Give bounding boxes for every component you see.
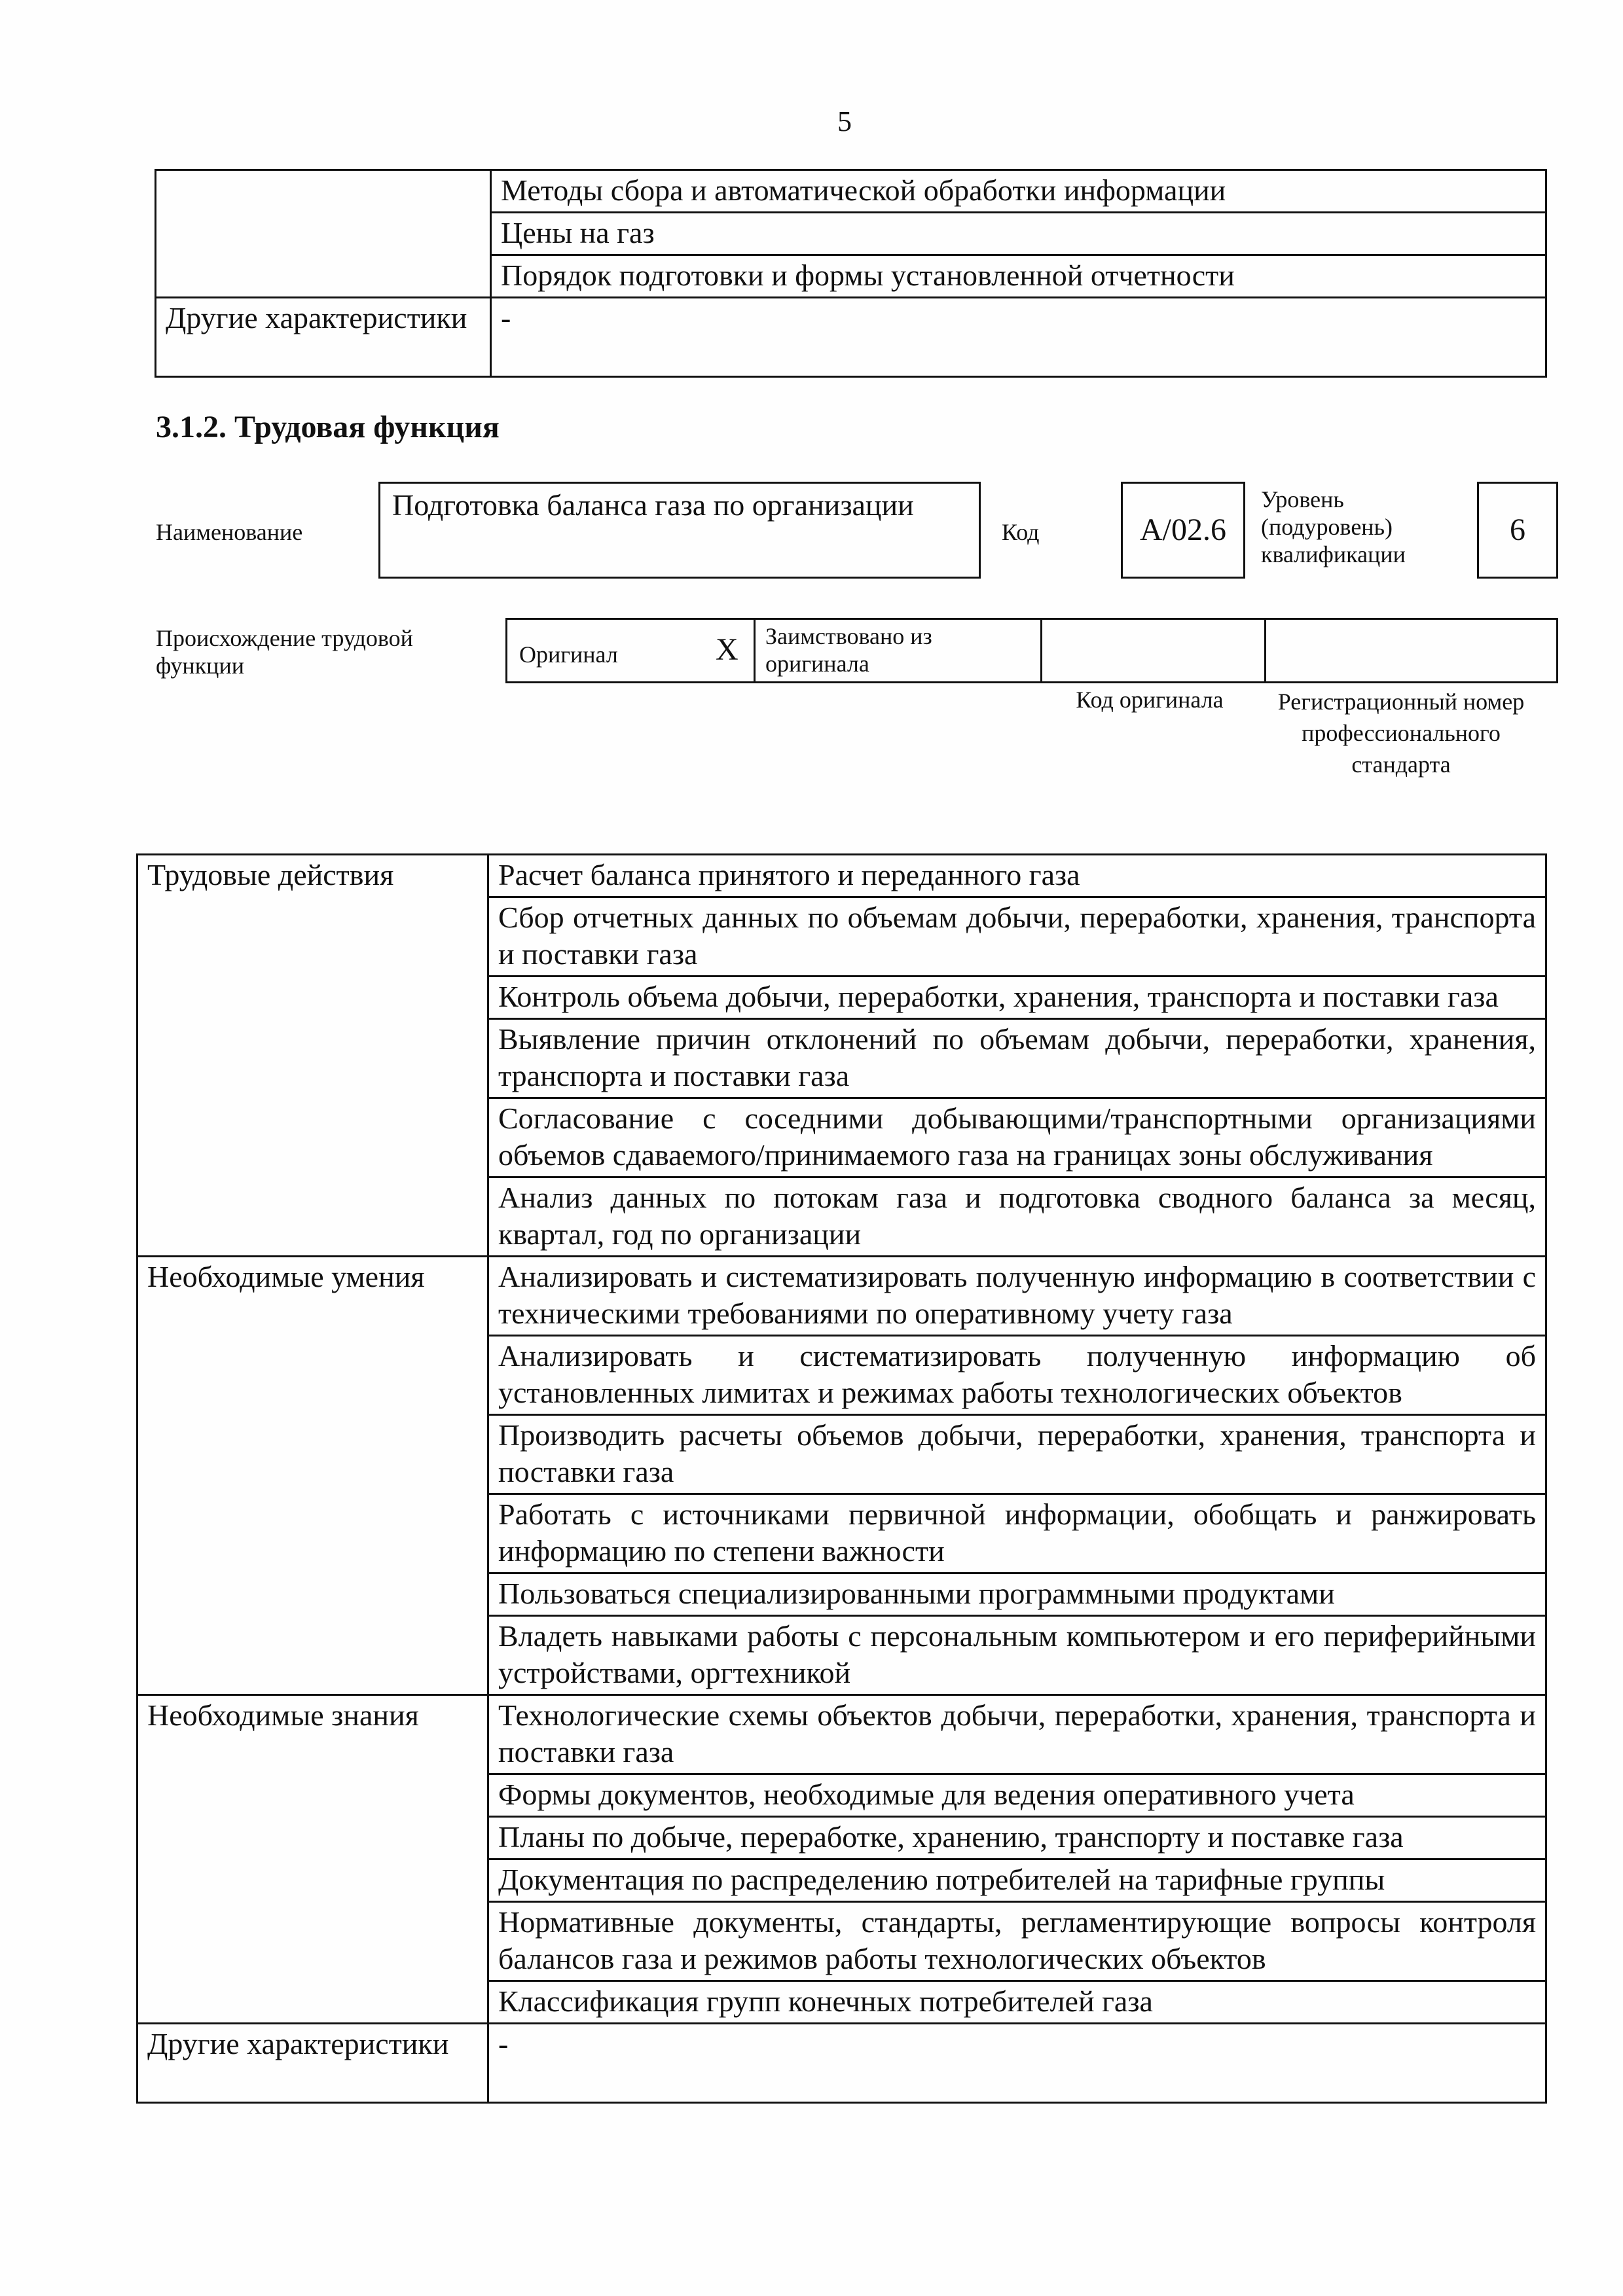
empty-label-cell bbox=[156, 170, 491, 298]
origin-boxes bbox=[505, 618, 1558, 683]
knowledge-row: Порядок подготовки и формы установленной отчетности bbox=[491, 255, 1546, 298]
divider bbox=[1264, 620, 1266, 681]
labor-action-row: Выявление причин отклонений по объемам добычи, переработки, хранения, транспорта и поставки газа bbox=[488, 1019, 1546, 1098]
knowledge-row: Технологические схемы объектов добычи, переработки, хранения, транспорта и поставки газа bbox=[488, 1695, 1546, 1774]
other-characteristics-label: Другие характеристики bbox=[156, 298, 491, 377]
knowledge-row: Документация по распределению потребителей на тарифные группы bbox=[488, 1859, 1546, 1902]
other-characteristics-value: - bbox=[488, 2024, 1546, 2103]
knowledge-row: Классификация групп конечных потребителей газа bbox=[488, 1981, 1546, 2024]
continuation-table bbox=[155, 169, 1547, 378]
labor-action-row: Расчет баланса принятого и переданного газа bbox=[488, 855, 1546, 897]
code-original-caption: Код оригинала bbox=[1076, 687, 1224, 713]
origin-label: Происхождение трудовой функции bbox=[156, 625, 413, 679]
page-number: 5 bbox=[837, 105, 852, 137]
code-label: Код bbox=[1002, 519, 1040, 545]
labor-action-row: Согласование с соседними добывающими/транспортными организациями объемов сдаваемого/принимаемого газа на границах зоны обслуживания bbox=[488, 1098, 1546, 1177]
original-mark: X bbox=[716, 632, 739, 667]
other-characteristics-value: - bbox=[491, 298, 1546, 377]
skill-row: Владеть навыками работы с персональным компьютером и его периферийными устройствами, оргтехникой bbox=[488, 1616, 1546, 1695]
knowledge-row: Цены на газ bbox=[491, 213, 1546, 255]
labor-actions-label: Трудовые действия bbox=[137, 855, 488, 1257]
section-heading: 3.1.2. Трудовая функция bbox=[156, 410, 500, 444]
labor-action-row: Анализ данных по потокам газа и подготовка сводного баланса за месяц, квартал, год по организации bbox=[488, 1177, 1546, 1257]
original-label: Оригинал bbox=[519, 641, 618, 668]
code-value-box: A/02.6 bbox=[1121, 482, 1245, 579]
required-knowledge-label: Необходимые знания bbox=[137, 1695, 488, 2024]
labor-action-row: Контроль объема добычи, переработки, хранения, транспорта и поставки газа bbox=[488, 977, 1546, 1019]
skill-row: Пользоваться специализированными программными продуктами bbox=[488, 1573, 1546, 1616]
labor-action-row: Сбор отчетных данных по объемам добычи, переработки, хранения, транспорта и поставки газа bbox=[488, 897, 1546, 977]
other-characteristics-label: Другие характеристики bbox=[137, 2024, 488, 2103]
level-label: Уровень (подуровень) квалификации bbox=[1261, 486, 1406, 567]
level-value-box: 6 bbox=[1477, 482, 1558, 579]
registration-number-caption: Регистрационный номер профессионального стандарта bbox=[1277, 689, 1525, 778]
borrowed-label: Заимствовано из оригинала bbox=[765, 623, 932, 677]
skill-row: Анализировать и систематизировать полученную информацию об установленных лимитах и режимах работы технологических объектов bbox=[488, 1336, 1546, 1415]
function-name-box: Подготовка баланса газа по организации bbox=[378, 482, 981, 579]
divider bbox=[1040, 620, 1042, 681]
skill-row: Производить расчеты объемов добычи, переработки, хранения, транспорта и поставки газа bbox=[488, 1415, 1546, 1494]
knowledge-row: Методы сбора и автоматической обработки информации bbox=[491, 170, 1546, 213]
divider bbox=[754, 620, 756, 681]
knowledge-row: Формы документов, необходимые для ведения оперативного учета bbox=[488, 1774, 1546, 1817]
knowledge-row: Нормативные документы, стандарты, регламентирующие вопросы контроля балансов газа и режимов работы технологических объектов bbox=[488, 1902, 1546, 1981]
skill-row: Работать с источниками первичной информации, обобщать и ранжировать информацию по степени важности bbox=[488, 1494, 1546, 1573]
knowledge-row: Планы по добыче, переработке, хранению, транспорту и поставке газа bbox=[488, 1817, 1546, 1859]
required-skills-label: Необходимые умения bbox=[137, 1257, 488, 1695]
name-label: Наименование bbox=[156, 519, 303, 545]
skill-row: Анализировать и систематизировать полученную информацию в соответствии с техническими требованиями по оперативному учету газа bbox=[488, 1257, 1546, 1336]
main-table bbox=[136, 853, 1547, 2104]
